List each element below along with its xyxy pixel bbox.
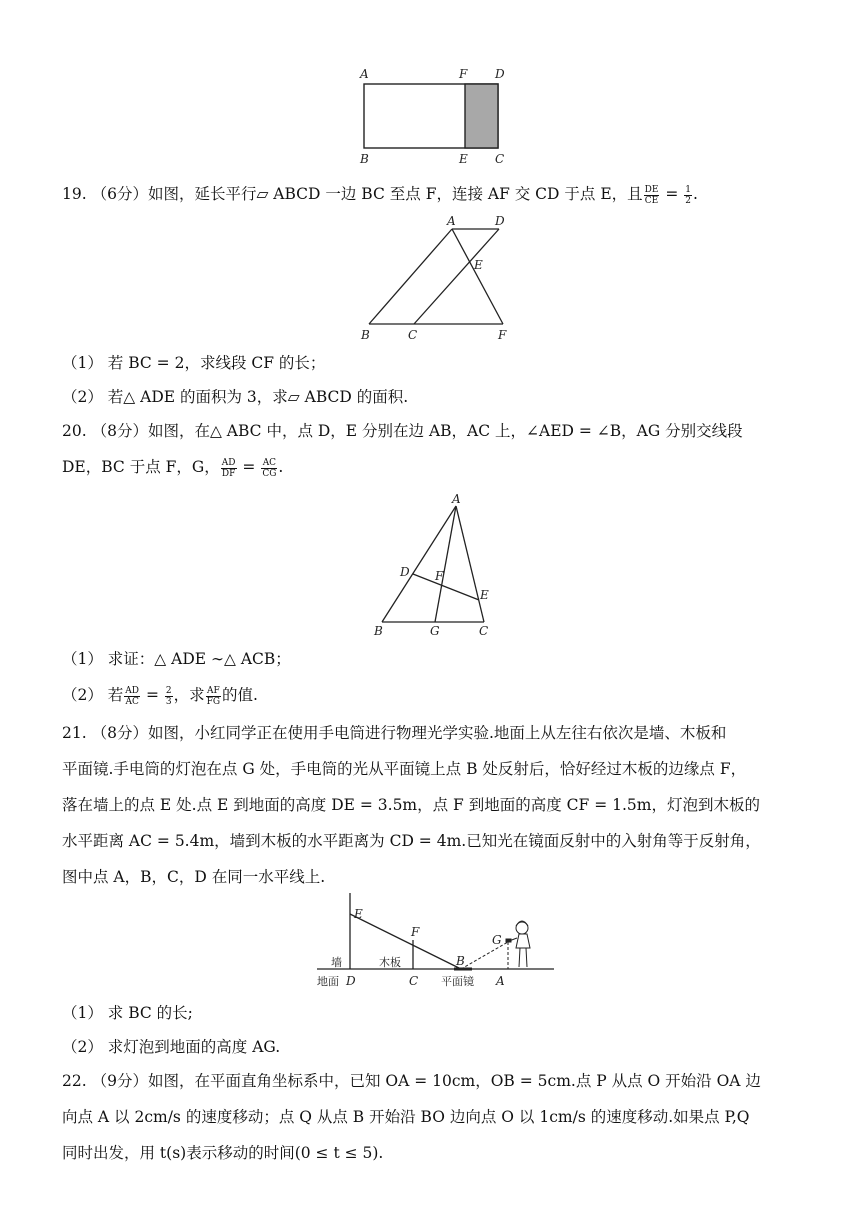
q20-p2-fraction-af-fg: [206, 686, 221, 707]
label-c: C: [409, 974, 419, 988]
label-e: E: [354, 907, 363, 921]
q19-ratio-fraction: [644, 185, 660, 206]
label-e: E: [474, 258, 483, 272]
q20-p2-fraction-ad-ac: [124, 686, 140, 707]
q19-stem: [62, 183, 698, 206]
q19-frac-den: CE: [644, 195, 659, 206]
q20-p2-f3-num: AF: [206, 685, 220, 696]
label-d: D: [400, 565, 410, 579]
label-f: F: [498, 328, 507, 342]
q21-stem-line1: 21. （8分）如图，小红同学正在使用手电筒进行物理光学实验.地面上从左往右依次是墙、木板和: [62, 724, 727, 742]
label-c: C: [408, 328, 418, 342]
label-c: C: [495, 152, 505, 166]
line-de: [413, 574, 479, 600]
line-dc: [414, 229, 499, 324]
q22-stem-line1: 22. （9分）如图，在平面直角坐标系中，已知 OA = 10cm，OB = 5cm.点 P 从点 O 开始沿 OA 边: [62, 1072, 761, 1090]
label-f: F: [435, 569, 444, 583]
q20-tail: .: [278, 458, 284, 476]
q21-part1: （1） 求 BC 的长;: [62, 1004, 193, 1022]
label-a: A: [360, 67, 369, 81]
line-ba: [369, 229, 452, 324]
q21-stem-line2: 平面镜.手电筒的灯泡在点 G 处，手电筒的光从平面镜上点 B 处反射后，恰好经过木板的边缘点 F，: [62, 760, 747, 778]
q19-stem-text: 19. （6分）如图，延长平行▱ ABCD 一边 BC 至点 F，连接 AF 交 CD 于点 E，且: [62, 185, 643, 203]
q19-tail: .: [693, 185, 698, 203]
q19-val-num: 1: [685, 184, 692, 195]
q22-stem-line2: 向点 A 以 2cm/s 的速度移动；点 Q 从点 B 开始沿 BO 边向点 O 以 1cm/s 的速度移动.如果点 P,Q: [62, 1108, 750, 1126]
label-ground: 地面: [317, 975, 339, 988]
label-a: A: [496, 974, 505, 988]
label-a: A: [447, 214, 456, 228]
label-mirror: 平面镜: [441, 975, 474, 988]
label-d: D: [495, 214, 505, 228]
q20-fraction-ac-cg: [261, 458, 277, 479]
label-b: B: [374, 624, 383, 638]
q21-stem-line5: 图中点 A，B，C，D 在同一水平线上.: [62, 868, 326, 886]
q20-p2-f3-den: FG: [206, 696, 221, 707]
q20-fraction-ad-df: [221, 458, 237, 479]
q22-stem-line3: 同时出发，用 t(s)表示移动的时间(0 ≤ t ≤ 5).: [62, 1144, 384, 1162]
label-a: A: [452, 492, 461, 506]
q20-f1-num: AD: [221, 457, 236, 468]
q19-val-den: 2: [685, 195, 692, 206]
label-g: G: [430, 624, 440, 638]
label-c: C: [479, 624, 489, 638]
q20-eq: =: [237, 458, 261, 476]
figure-triangle: [368, 492, 498, 642]
q19-eq: =: [660, 185, 684, 203]
label-f: F: [411, 925, 420, 939]
q20-part2: [62, 684, 258, 707]
q20-p2-fraction-2-3: [165, 686, 173, 707]
label-b: B: [456, 954, 465, 968]
q19-frac-num: DE: [644, 184, 659, 195]
line-af: [452, 229, 503, 324]
q19-part1: （1） 若 BC = 2，求线段 CF 的长；: [62, 354, 326, 372]
label-g: G: [492, 933, 502, 947]
shaded-strip-fedc: [465, 84, 498, 148]
label-b: B: [360, 152, 369, 166]
line-ac: [456, 506, 484, 622]
figure-light-reflection: [312, 888, 556, 992]
label-b: B: [361, 328, 370, 342]
q20-f2-den: CG: [262, 468, 277, 479]
q19-part2: （2） 若△ ADE 的面积为 3，求▱ ABCD 的面积.: [62, 388, 409, 406]
label-f: F: [459, 67, 468, 81]
label-d: D: [495, 67, 505, 81]
q20-stem-line2: [62, 456, 283, 479]
label-d: D: [346, 974, 356, 988]
girl-with-flashlight-icon: [506, 921, 530, 967]
q19-value-fraction: [684, 185, 692, 206]
q20-f1-den: DF: [221, 468, 236, 479]
q20-p2-f2-den: 3: [165, 696, 172, 707]
q20-p2-mid: ，求: [173, 686, 205, 704]
figure-rectangle: [350, 62, 520, 172]
q20-p2-f1-den: AC: [125, 696, 139, 707]
q20-line2-text: DE，BC 于点 F，G，: [62, 458, 220, 476]
q20-part1: （1） 求证：△ ADE ∼△ ACB；: [62, 650, 291, 668]
q20-f2-num: AC: [262, 457, 277, 468]
q21-part2: （2） 求灯泡到地面的高度 AG.: [62, 1038, 281, 1056]
q21-stem-line4: 水平距离 AC = 5.4m，墙到木板的水平距离为 CD = 4m.已知光在镜面反射中的入射角等于反射角，: [62, 832, 761, 850]
figure-parallelogram: [355, 212, 525, 344]
q20-p2-tail: 的值.: [222, 686, 258, 704]
light-ray-eb: [350, 914, 461, 969]
q20-p2-pre: （2） 若: [62, 686, 124, 704]
label-board: 木板: [379, 956, 401, 969]
q20-p2-eq: =: [141, 686, 164, 704]
q20-p2-f2-num: 2: [165, 685, 172, 696]
label-wall: 墙: [331, 956, 342, 969]
q21-stem-line3: 落在墙上的点 E 处.点 E 到地面的高度 DE = 3.5m，点 F 到地面的高度 CF = 1.5m，灯泡到木板的: [62, 796, 760, 814]
label-e: E: [459, 152, 468, 166]
q20-p2-f1-num: AD: [125, 685, 140, 696]
label-e: E: [480, 588, 489, 602]
q20-stem-line1: 20. （8分）如图，在△ ABC 中，点 D，E 分别在边 AB，AC 上，∠AED = ∠B，AG 分别交线段: [62, 422, 743, 440]
